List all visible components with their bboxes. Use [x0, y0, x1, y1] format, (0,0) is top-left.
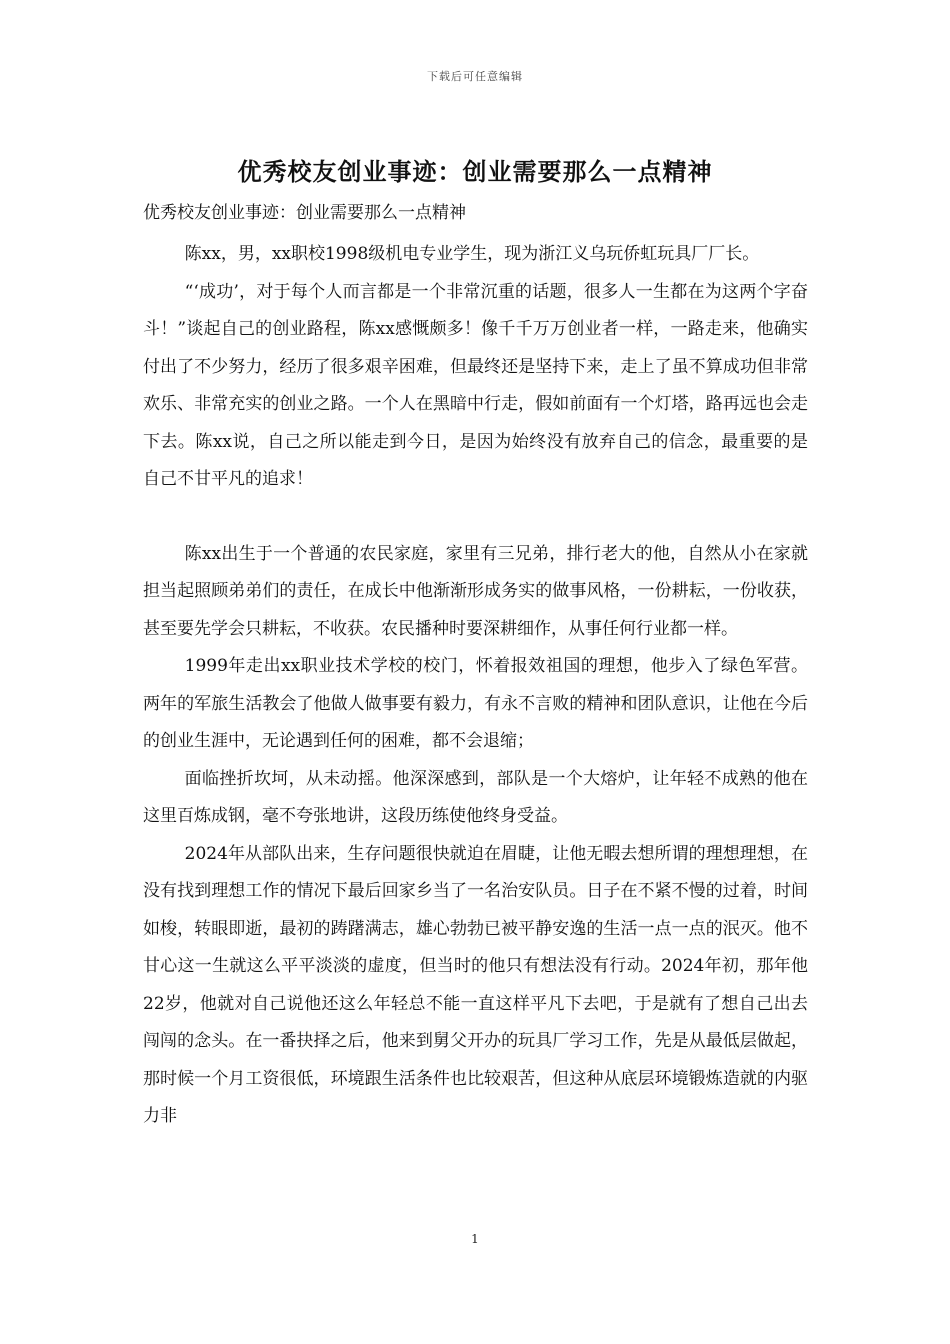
paragraph: 面临挫折坎坷，从未动摇。他深深感到，部队是一个大熔炉，让年轻不成熟的他在这里百炼成钢，毫不夸张地讲，这段历练使他终身受益。 [143, 768, 808, 826]
header-note: 下载后可任意编辑 [427, 70, 523, 83]
document-title: 优秀校友创业事迹：创业需要那么一点精神 [237, 157, 713, 186]
page-number: 1 [471, 1232, 479, 1246]
paragraph: 1999年走出xx职业技术学校的校门，怀着报效祖国的理想，他步入了绿色军营。两年的军旅生活教会了他做人做事要有毅力，有永不言败的精神和团队意识，让他在今后的创业生涯中，无论遇到任何的困难，都不会退缩； [143, 656, 808, 751]
document-subtitle: 优秀校友创业事迹：创业需要那么一点精神 [143, 203, 466, 223]
document-body [143, 196, 808, 1136]
paragraph: “‘成功’，对于每个人而言都是一个非常沉重的话题，很多人一生都在为这两个字奋斗！”谈起自己的创业路程，陈xx感慨颇多！像千千万万创业者一样，一路走来，他确实付出了不少努力，经历了很多艰辛困难，但最终还是坚持下来，走上了虽不算成功但非常欢乐、非常充实的创业之路。一个人在黑暗中行走，假如前面有一个灯塔，路再远也会走下去。陈xx说，自己之所以能走到今日，是因为始终没有放弃自己的信念，最重要的是自己不甘平凡的追求！ [143, 281, 808, 489]
paragraph: 陈xx出生于一个普通的农民家庭，家里有三兄弟，排行老大的他，自然从小在家就担当起照顾弟弟们的责任，在成长中他渐渐形成务实的做事风格，一份耕耘，一份收获，甚至要先学会只耕耘，不收获。农民播种时要深耕细作，从事任何行业都一样。 [143, 543, 808, 639]
paragraph: 2024年从部队出来，生存问题很快就迫在眉睫，让他无暇去想所谓的理想理想，在没有找到理想工作的情况下最后回家乡当了一名治安队员。日子在不紧不慢的过着，时间如梭，转眼即逝，最初的踌躇满志，雄心勃勃已被平静安逸的生活一点一点的泯灭。他不甘心这一生就这么平平淡淡的虚度，但当时的他只有想法没有行动。2024年初，那年他22岁，他就对自己说他还这么年轻总不能一直这样平凡下去吧，于是就有了想自己出去闯闯的念头。在一番抉择之后，他来到舅父开办的玩具厂学习工作，先是从最低层做起，那时候一个月工资很低，环境跟生活条件也比较艰苦，但这种从底层环境锻炼造就的内驱力非 [143, 843, 808, 1126]
paragraph: 陈xx，男，xx职校1998级机电专业学生，现为浙江义乌玩侨虹玩具厂厂长。 [184, 244, 760, 264]
